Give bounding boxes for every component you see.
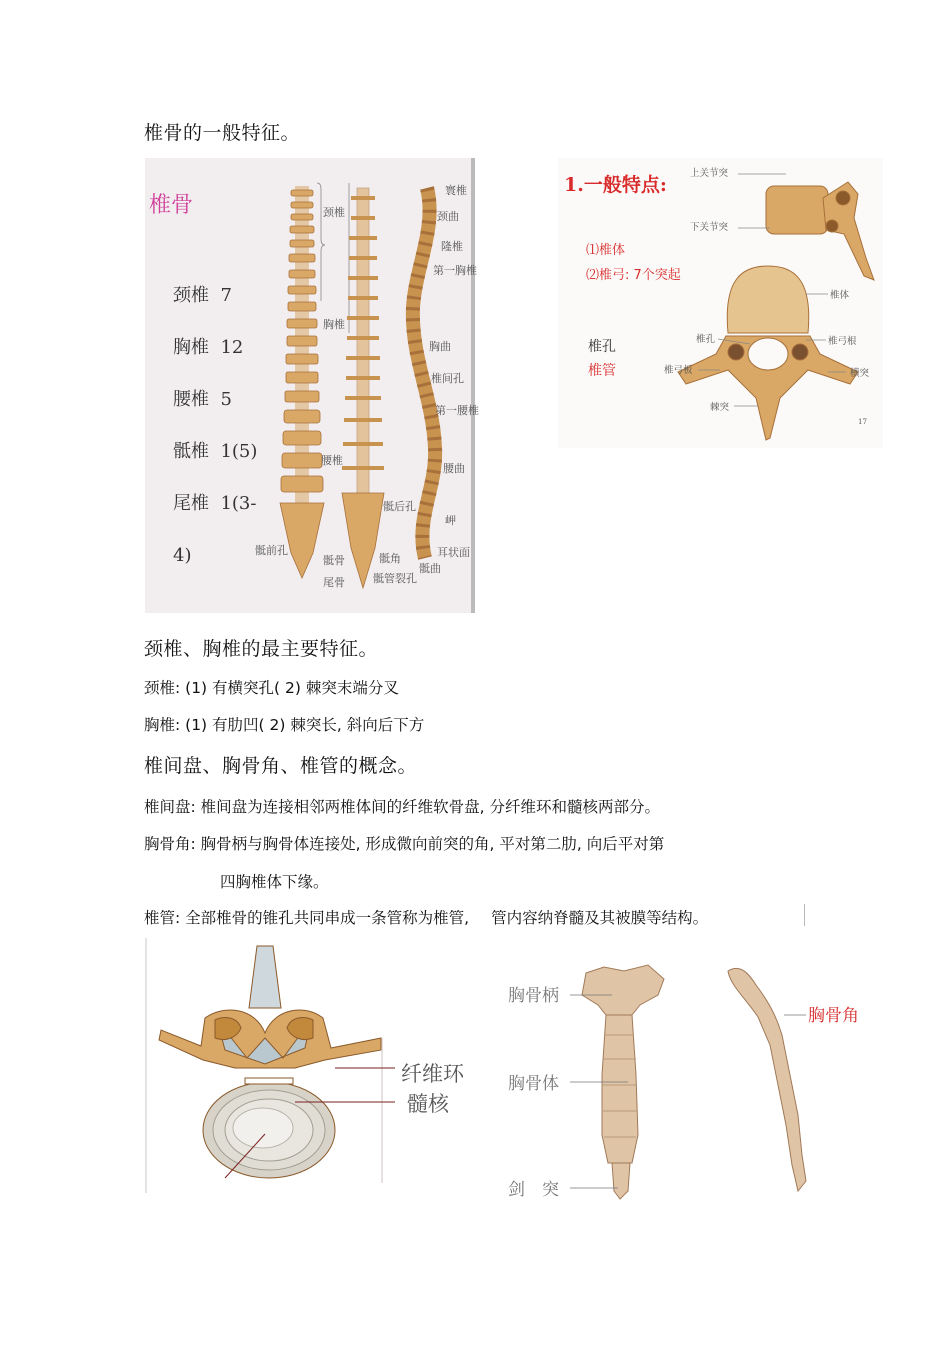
disc-figure xyxy=(145,938,483,1193)
label-intervertebral-foramen: 椎间孔 xyxy=(431,372,464,385)
label-manubrium: 胸骨柄 xyxy=(508,986,559,1006)
vertebra-figure xyxy=(558,158,883,448)
label-sacrum: 骶骨 xyxy=(323,554,345,567)
paragraph-intervertebral-disc: 椎间盘: 椎间盘为连接相邻两椎体间的纤维软骨盘, 分纤维环和髓核两部分。 xyxy=(144,798,661,816)
label-nucleus-pulposus: 髓核 xyxy=(407,1092,449,1116)
text-cursor-mark xyxy=(804,904,805,926)
label-first-thoracic: 第一胸椎 xyxy=(433,264,477,277)
paragraph-cervical: 颈椎: (1) 有横突孔( 2) 棘突末端分叉 xyxy=(144,679,399,697)
label-lumbar: 腰椎 xyxy=(321,454,343,467)
paragraph-sternal-angle: 胸骨角: 胸骨柄与胸骨体连接处, 形成微向前突的角, 平对第二肋, 向后平对第 xyxy=(144,835,665,853)
label-inferior-articular: 下关节突 xyxy=(690,222,729,233)
spine-back-view xyxy=(342,188,384,588)
label-sacral-curve: 骶曲 xyxy=(419,562,441,575)
sternum-figure xyxy=(500,955,875,1205)
heading-cervical-thoracic: 颈椎、胸椎的最主要特征。 xyxy=(144,638,379,660)
label-sacral-cornu: 骶角 xyxy=(379,552,401,565)
label-lamina: 椎弓板 xyxy=(664,365,693,376)
label-auricular-surface: 耳状面 xyxy=(437,546,470,559)
vertebra-drawing xyxy=(558,158,883,448)
label-transverse-process: 横突 xyxy=(850,368,870,379)
spine-figure xyxy=(145,158,479,613)
spine-front-view xyxy=(280,186,324,578)
label-neck-curve: 颈曲 xyxy=(437,210,459,223)
count-row: 颈椎 7 xyxy=(173,285,232,306)
disc-drawing xyxy=(145,938,483,1193)
label-annulus-fibrosus: 纤维环 xyxy=(401,1062,464,1086)
label-pedicle: 椎弓根 xyxy=(828,336,857,347)
sternum-drawing xyxy=(500,955,875,1205)
label-sternal-angle: 胸骨角 xyxy=(808,1006,859,1026)
label-thoracic-curve: 胸曲 xyxy=(429,340,451,353)
label-thoracic: 胸椎 xyxy=(323,318,345,331)
label-sacral-hiatus: 骶管裂孔 xyxy=(373,572,417,585)
label-foramen: 椎孔 xyxy=(696,334,716,345)
label-xiphoid: 剑 突 xyxy=(508,1180,559,1200)
label-lumbar-curve: 腰曲 xyxy=(443,462,465,475)
label-vertebral-foramen: 椎孔 xyxy=(588,339,616,355)
slide-page-number: 17 xyxy=(858,418,867,426)
label-promontory: 岬 xyxy=(445,514,456,527)
label-vertebral-canal: 椎管 xyxy=(588,363,616,379)
label-atlas: 寰椎 xyxy=(445,184,467,197)
heading-concepts: 椎间盘、胸骨角、椎管的概念。 xyxy=(144,755,418,777)
label-anterior-sacral-foramen: 骶前孔 xyxy=(255,544,288,557)
heading-vertebra-features: 椎骨的一般特征。 xyxy=(144,122,301,144)
label-cervical: 颈椎 xyxy=(323,206,345,219)
paragraph-sternal-angle-cont: 四胸椎体下缘。 xyxy=(220,873,329,891)
feature-item: ⑵椎弓: 7个突起 xyxy=(586,268,681,283)
spine-title: 椎骨 xyxy=(149,193,194,218)
label-sacral-foramen: 骶后孔 xyxy=(383,500,416,513)
label-coccyx: 尾骨 xyxy=(323,576,345,589)
count-row: 胸椎 12 xyxy=(173,337,244,358)
vertebra-side-view xyxy=(766,182,874,280)
label-spinous-process: 棘突 xyxy=(710,402,730,413)
sternum-side-view xyxy=(728,968,806,1191)
label-sternum-body: 胸骨体 xyxy=(508,1074,559,1094)
paragraph-thoracic: 胸椎: (1) 有肋凹( 2) 棘突长, 斜向后下方 xyxy=(144,716,425,734)
label-vertebra-prominens: 隆椎 xyxy=(441,240,463,253)
label-first-lumbar: 第一腰椎 xyxy=(435,404,479,417)
vertebra-figure-title: 1.一般特点: xyxy=(564,174,667,196)
count-row: 骶椎 1(5) xyxy=(173,441,258,462)
count-row: 尾椎 1(3-4) xyxy=(173,493,257,566)
label-vertebral-body: 椎体 xyxy=(830,290,850,301)
paragraph-vertebral-canal: 椎管: 全部椎骨的锥孔共同串成一条管称为椎管, 管内容纳脊髓及其被膜等结构。 xyxy=(144,909,709,927)
panel-divider xyxy=(471,158,475,613)
spine-drawing xyxy=(145,158,479,613)
count-row: 腰椎 5 xyxy=(173,389,232,410)
feature-item: ⑴椎体 xyxy=(586,243,626,258)
label-superior-articular: 上关节突 xyxy=(690,168,729,179)
